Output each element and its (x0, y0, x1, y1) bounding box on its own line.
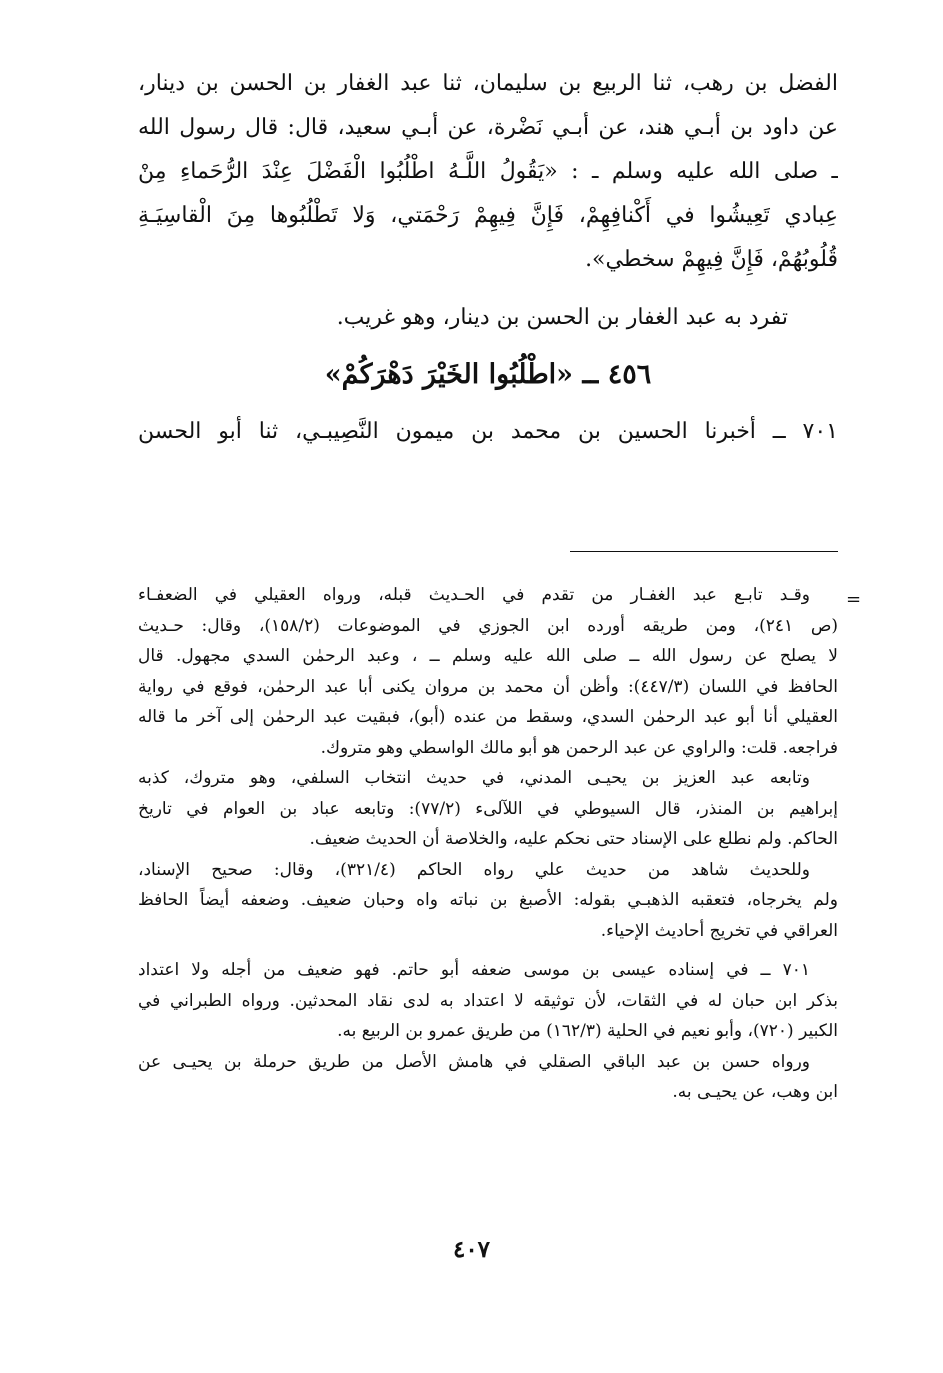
footnote-paragraph (138, 955, 838, 1047)
footnote-line: ولم يخرجاه، فتعقبه الذهبـي بقوله: الأصبغ بن نباته واه وحبان ضعيف. وضعفه أيضاً الحافظ (138, 890, 838, 910)
footnote-line: الكبير (٧٢٠)، وأبو نعيم في الحلية (١٦٢/٣) من طريق عمرو بن الربيع به. (337, 1021, 838, 1041)
footnote-line: بذكر ابن حبان له في الثقات، لأن توثيقه لا اعتداد به لدى نقاد المحدثين. ورواه الطبراني في (138, 990, 838, 1011)
footnote-paragraph (138, 763, 838, 855)
footnote-line: ابن وهب، عن يحيـى به. (672, 1082, 838, 1102)
footnote-line: ٧٠١ ــ في إسناده عيسى بن موسى ضعفه أبو حاتم. فهو ضعيف من أجله ولا اعتداد (138, 960, 810, 980)
continuation-mark: = (846, 589, 862, 610)
footnotes (138, 580, 838, 1108)
footnote-line: وللحديث شاهد من حديث علي رواه الحاكم (٣٢١/٤)، وقال: صحيح الإسناد، (138, 859, 811, 880)
footnote-line: إبراهيم بن المنذر، قال السيوطي في اللآلىء (٧٧/٢): وتابعه عباد بن العوام في تاريخ (138, 798, 838, 819)
footnote-line: العقيلي أنا أبو عبد الرحمٰن السدي، وسقط من عنده (أبو)، فبقيت عبد الرحمٰن إلى آخر ما قاله (138, 707, 838, 727)
hadith-start-line: ٧٠١ ــ أخبرنا الحسين بن محمد بن ميمون النَّصِيبـي، ثنا أبو الحسن (138, 419, 838, 444)
main-text-line: عن داود بن أبـي هند، عن أبـي نَضْرة، عن أبـي سعيد، قال: قال رسول الله (138, 115, 838, 140)
footnote-paragraph (138, 855, 838, 947)
paragraph-gap (138, 946, 838, 955)
footnote-line: وقـد تابـع عبد الغفـار من تقدم في الحـديث قبله، ورواه العقيلي في الضعفـاء (138, 585, 810, 605)
main-text-line: ـ صلى الله عليه وسلم ـ : «يَقُولُ اللَّـهُ اطْلُبُوا الْفَضْلَ عِنْدَ الرُّحَماءِ مِنْ (138, 159, 838, 184)
footnote-line: فراجعه. قلت: والراوي عن عبد الرحمن هو أبو مالك الواسطي وهو متروك. (320, 737, 838, 758)
footnote-separator (570, 551, 838, 552)
main-text-line: عِبادي تَعِيشُوا في أَكْنافِهِمْ، فَإِنَّ فِيهِمْ رَحْمَتي، وَلا تَطْلُبُوها مِنَ الْقاسِيَـةِ (138, 203, 838, 228)
page-number: ٤٠٧ (452, 1236, 491, 1263)
footnote-line: لا يصلح عن رسول الله ــ صلى الله عليه وسلم ــ ، وعبد الرحمٰن السدي مجهول. قال (138, 646, 838, 666)
remark-line: تفرد به عبد الغفار بن الحسن بن دينار، وهو غريب. (336, 305, 788, 330)
footnote-line: الحافظ في اللسان (٤٤٧/٣): وأظن أن محمد بن مروان يكنى أبا عبد الرحمٰن، فوقع في رواية (138, 676, 838, 697)
footnote-line: العراقي في تخريج أحاديث الإحياء. (600, 920, 838, 941)
footnote-line: الحاكم. ولم نطلع على الإسناد حتى نحكم عليه، والخلاصة أن الحديث ضعيف. (309, 829, 838, 849)
footnote-line: ورواه حسن بن عبد الباقي الصقلي في هامش الأصل من طريق حرملة بن يحيـى عن (138, 1051, 810, 1072)
footnote-paragraph (138, 1047, 838, 1108)
footnote-line: وتابعه عبد العزيز بن يحيـى المدني، في حديث انتخاب السلفي، وهو متروك، كذبه (138, 768, 810, 788)
main-text-line: قُلُوبُهُمْ، فَإِنَّ فِيهِمْ سخطي». (585, 247, 838, 272)
footnote-line: (ص ٢٤١)، ومن طريقه أورده ابن الجوزي في الموضوعات (١٥٨/٢)، وقال: حـديث (138, 615, 838, 636)
hadith-heading: ٤٥٦ ــ «اطْلُبُوا الخَيْرَ دَهْرَكُمْ» (324, 359, 652, 390)
main-text (138, 62, 838, 454)
footnote-paragraph (138, 580, 838, 763)
main-text-line: الفضل بن رهب، ثنا الربيع بن سليمان، ثنا عبد الغفار بن الحسن بن دينار، (138, 71, 838, 96)
